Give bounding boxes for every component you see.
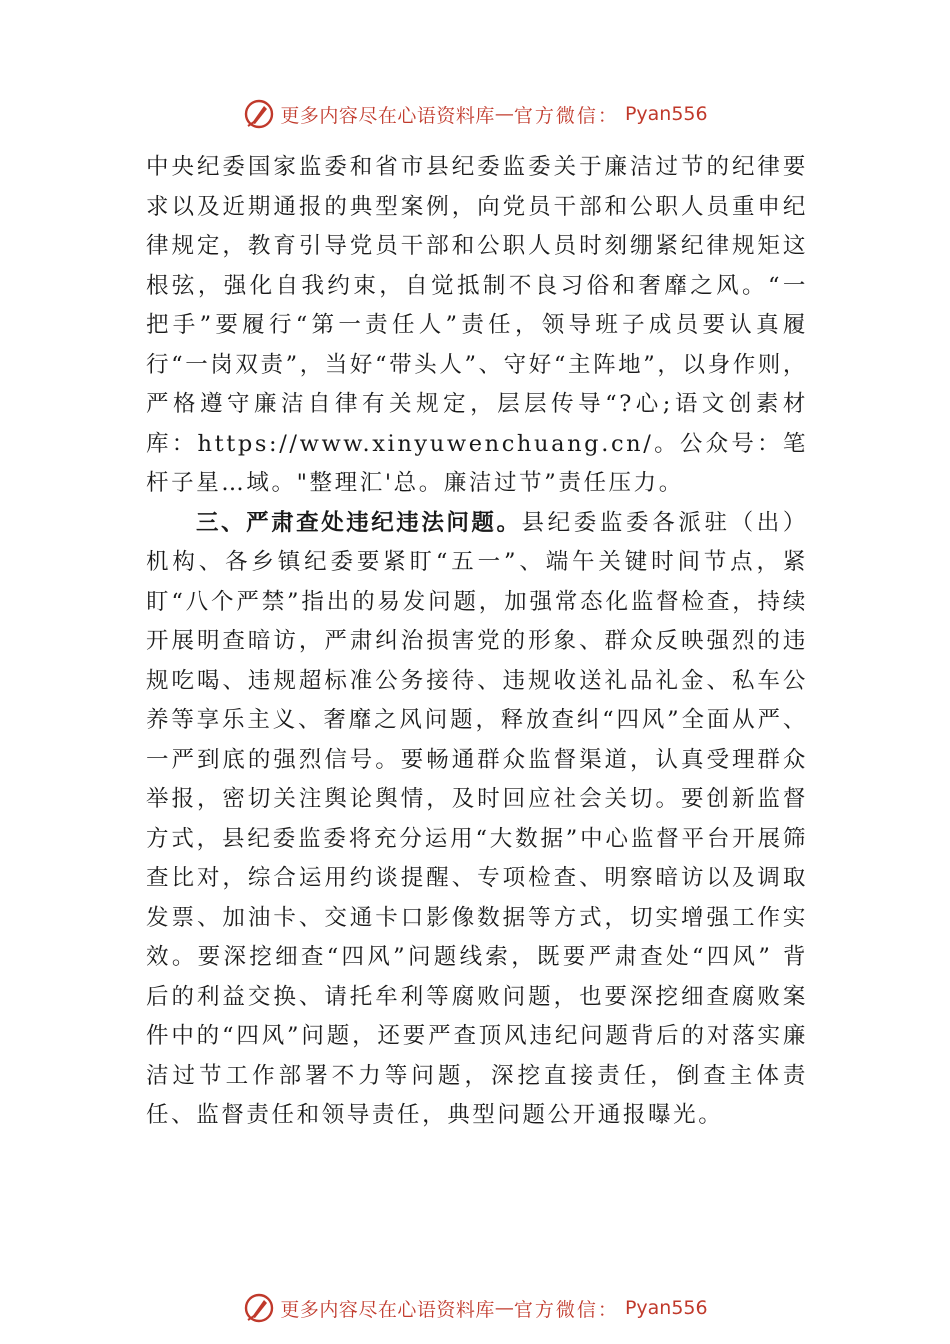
quill-logo-icon: [242, 1291, 276, 1325]
header-dash: —: [494, 103, 514, 125]
header-brand-text: 更多内容尽在心语资料库: [280, 104, 495, 127]
footer-wechat-id: Pyan556: [624, 1297, 708, 1319]
footer-dash: —: [494, 1297, 514, 1319]
footer-brand-text: 更多内容尽在心语资料库: [280, 1298, 495, 1321]
header-wechat-id: Pyan556: [624, 103, 708, 125]
header-wechat-label: 官方微信：: [513, 104, 619, 127]
section-3-text: 县纪委监委各派驻（出）机构、各乡镇纪委要紧盯“五一”、端午关键时间节点，紧盯“八个严禁”指出的易发问题，加强常态化监督检查，持续开展明查暗访，严肃纠治损害党的形象、群众反映强烈的违规吃喝、违规超标准公务接待、违规收送礼品礼金、私车公 养等享乐主义、奢靡之风问题，释放查纠“四风”全面从严、一严到底的强烈信号。要畅通群众监督渠道，认真受理群众举报，密切关注舆论舆情，及时回应社会关切。要创新监督方式，县纪委监委将充分运用“大数据”中心监督平台开展筛查比对，综合运用约谈提醒、专项检查、明察暗访以及调取发票、加油卡、交通卡口影像数据等方式，切实增强工作实效。要深挖细查“四风”问题线索，既要严肃查处“四风” 背后的利益交换、请托牟利等腐败问题，也要深挖细查腐败案件中的“四风”问题，还要严查顶风违纪问题背后的对落实廉洁过节工作部署不力等问题，深挖直接责任，倒查主体责任、监督责任和领导责任，典型问题公开通报曝光。: [146, 509, 808, 1128]
quill-logo-icon: [242, 97, 276, 131]
paragraph-section-3: [146, 504, 808, 1136]
document-body: [146, 148, 808, 1136]
footer-wechat-label: 官方微信：: [513, 1298, 619, 1321]
paragraph-continued: 中央纪委国家监委和省市县纪委监委关于廉洁过节的纪律要求以及近期通报的典型案例，向党员干部和公职人员重申纪律规定，教育引导党员干部和公职人员时刻绷紧纪律规矩这根弦，强化自我约束，自觉抵制不良习俗和奢靡之风。“一把手”要履行“第一责任人”责任，领导班子成员要认真履行“一岗双责”，当好“带头人”、守好“主阵地”，以身作则， 严格遵守廉洁自律有关规定，层层传导“?心;语文创素材库：https://www.xinyuwenchuang.cn/。公众号：笔杆子星…域。"整理汇'总。廉洁过节”责任压力。: [146, 154, 808, 496]
section-3-heading: 三、严肃查处违纪违法问题。: [196, 509, 522, 536]
footer-banner: [0, 1286, 950, 1330]
header-banner: [0, 92, 950, 136]
